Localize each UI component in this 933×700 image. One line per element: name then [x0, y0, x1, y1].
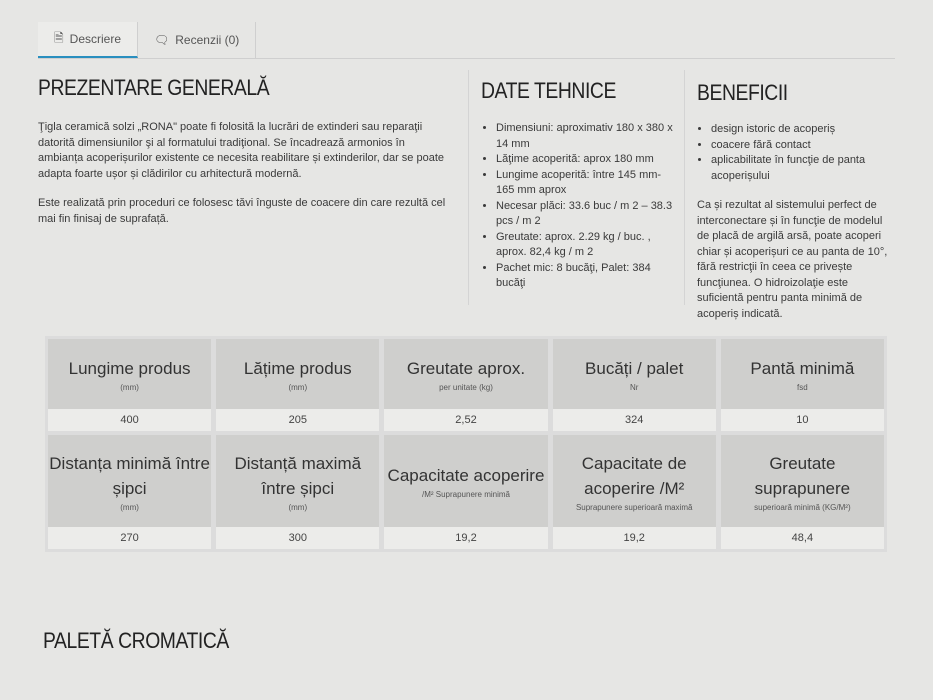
- list-item: • Necesar plăci: 33.6 buc / m 2 – 38.3 pcs / m 2: [496, 199, 677, 230]
- spec-value: 19,2: [384, 527, 547, 549]
- spec-header: [721, 435, 884, 527]
- spec-title: Lungime produs: [68, 359, 191, 378]
- tab-bar: [38, 22, 895, 59]
- spec-cell: [721, 435, 884, 549]
- list-item: • coacere fără contact: [711, 138, 892, 154]
- comments-icon: 🗨: [154, 33, 170, 47]
- tab-label: Recenzii (0): [175, 33, 240, 47]
- spec-title: Lățime produs: [243, 359, 352, 378]
- spec-cell: [384, 435, 547, 549]
- spec-title: Greutate aprox.: [406, 359, 526, 378]
- list-item: • design istoric de acoperiș: [711, 122, 892, 138]
- spec-value: 400: [48, 409, 211, 431]
- spec-value: 2,52: [384, 409, 547, 431]
- overview-text: [38, 120, 453, 241]
- list-item: • Greutate: aprox. 2.29 kg / buc. , aprox. 82,4 kg / m 2: [496, 230, 677, 261]
- spec-unit: (mm): [288, 502, 308, 512]
- benefits-title: BENEFICII: [697, 80, 788, 105]
- spec-title: Distanță maximă între șipci: [234, 453, 362, 498]
- paragraph: Ţigla ceramică solzi „RONA" poate fi folosită la lucrări de extinderi sau reparaţii datorită dimensiunilor şi al formatului tradiţional. Se încadrează armonios în ambianța acoperișurilor existente ce necesita reabilitare și extinderilor, dar se poate adapta foarte ușor și clădirilor cu arhitectură modernă.: [38, 121, 444, 180]
- spec-cell: [216, 435, 379, 549]
- spec-value: 19,2: [553, 527, 716, 549]
- spec-unit: (mm): [120, 383, 139, 392]
- paragraph: Este realizată prin proceduri ce folosesc tăvi înguste de coacere din care rezultă cel mai fin finisaj de suprafață.: [38, 197, 446, 225]
- spec-unit: superioară minimă (KG/M²): [754, 502, 851, 512]
- list-item: • Lungime acoperită: între 145 mm-165 mm aprox: [496, 168, 677, 199]
- spec-cell: [48, 435, 211, 549]
- document-icon: 🗎: [54, 30, 64, 45]
- spec-header: [721, 339, 884, 409]
- spec-unit: per unitate (kg): [439, 383, 493, 392]
- spec-header: [553, 339, 716, 409]
- spec-cell: [553, 339, 716, 431]
- spec-value: 205: [216, 409, 379, 431]
- spec-title: Capacitate acoperire: [387, 466, 545, 485]
- spec-value: 10: [721, 409, 884, 431]
- spec-title: Greutate suprapunere: [754, 453, 851, 498]
- spec-unit: /M² Suprapunere minimă: [421, 490, 511, 499]
- list-item: • aplicabilitate în funcţie de panta acoperișului: [711, 153, 892, 184]
- tab-descriere[interactable]: [38, 22, 138, 58]
- tech-title: DATE TEHNICE: [481, 78, 616, 103]
- overview-title: PREZENTARE GENERALĂ: [38, 75, 270, 100]
- spec-unit: (mm): [288, 383, 308, 392]
- spec-header: [216, 339, 379, 409]
- spec-title: Pantă minimă: [750, 359, 855, 378]
- paragraph: Ca și rezultat al sistemului perfect de interconectare și în funcţie de modelul de placă de argilă arsă, poate acoperi chiar și acoperișuri ce au panta de 10°, fără restricţii în ceea ce privește funcţiunea. O hidroizolaţie este suficientă pentru panta minimă de acoperiș indicată.: [697, 199, 888, 320]
- tab-recenzii[interactable]: [138, 22, 256, 58]
- spec-value: 270: [48, 527, 211, 549]
- spec-header: [48, 339, 211, 409]
- spec-cell: [721, 339, 884, 431]
- spec-header: [384, 435, 547, 527]
- spec-header: [553, 435, 716, 527]
- spec-unit: fsd: [797, 383, 808, 392]
- spec-title: Distanța minimă între șipci: [49, 453, 210, 498]
- spec-header: [216, 435, 379, 527]
- spec-cell: [216, 339, 379, 431]
- spec-value: 300: [216, 527, 379, 549]
- tech-list: [482, 121, 677, 292]
- list-item: • Dimensiuni: aproximativ 180 x 380 x 14 mm: [496, 121, 677, 152]
- spec-unit: Suprapunere superioară maximă: [575, 502, 693, 512]
- spec-title: Bucăți / palet: [585, 359, 684, 378]
- spec-value: 324: [553, 409, 716, 431]
- list-item: • Pachet mic: 8 bucăţi, Palet: 384 bucăţi: [496, 261, 677, 292]
- specs-grid: [45, 336, 887, 552]
- spec-unit: Nr: [629, 383, 639, 392]
- spec-cell: [553, 435, 716, 549]
- divider: [684, 70, 685, 305]
- spec-title: Capacitate de acoperire /M²: [581, 453, 687, 498]
- benefits-list: [697, 122, 892, 336]
- spec-header: [48, 435, 211, 527]
- spec-value: 48,4: [721, 527, 884, 549]
- tab-label: Descriere: [69, 32, 122, 46]
- spec-header: [384, 339, 547, 409]
- spec-unit: (mm): [120, 502, 139, 512]
- spec-cell: [48, 339, 211, 431]
- divider: [468, 70, 469, 305]
- spec-cell: [384, 339, 547, 431]
- palette-title: PALETĂ CROMATICĂ: [43, 628, 229, 653]
- list-item: • Lăţime acoperită: aprox 180 mm: [496, 152, 677, 168]
